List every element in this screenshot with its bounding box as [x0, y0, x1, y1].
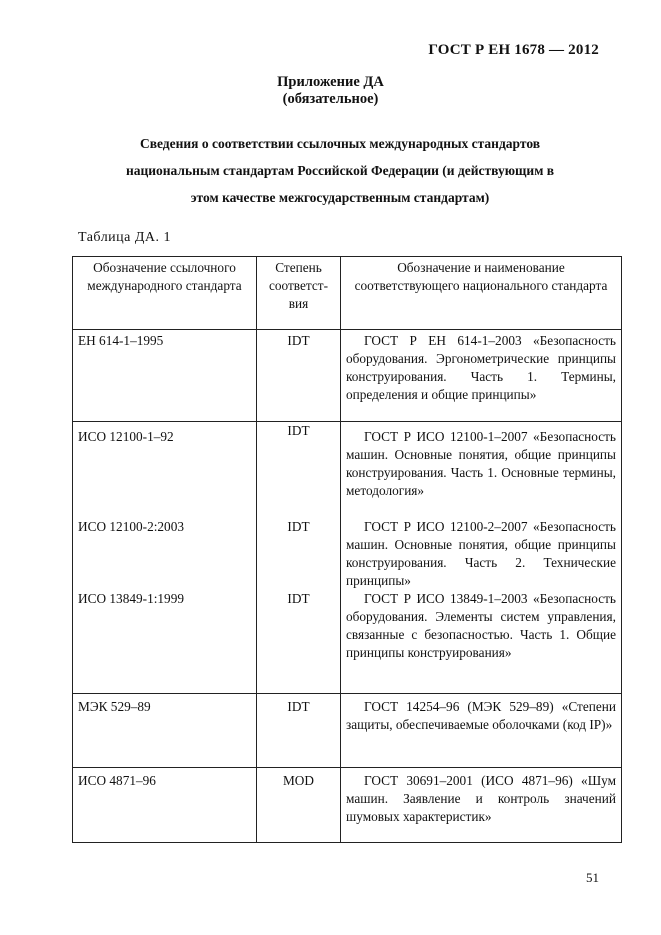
cell-ref: ИСО 13849-1:1999	[73, 590, 257, 694]
table-row	[73, 694, 622, 768]
table-row	[73, 330, 622, 422]
table-label: Таблица ДА. 1	[78, 230, 172, 245]
header-ref-standard: Обозначение ссылочного международного стандарта	[73, 257, 257, 330]
cell-degree: IDT	[257, 590, 341, 694]
cell-national: ГОСТ Р ИСО 13849-1–2003 «Безопасность оборудования. Элементы систем управления, связанные с безопасностью. Часть 1. Общие принципы конструирования»	[341, 590, 622, 694]
document-code: ГОСТ Р ЕН 1678 — 2012	[428, 42, 599, 58]
cell-national: ГОСТ Р ИСО 12100-2–2007 «Безопасность машин. Основные понятия, общие принципы конструирования. Часть 2. Технические принципы»	[341, 518, 622, 590]
cell-national: ГОСТ Р ИСО 12100-1–2007 «Безопасность машин. Основные понятия, общие принципы конструирования. Часть 1. Основные термины, методология»	[341, 422, 622, 518]
cell-ref: ИСО 12100-1–92	[73, 422, 257, 518]
caption-line: этом качестве межгосударственным стандартам)	[190, 190, 490, 205]
caption-line: национальным стандартам Российской Федерации (и действующим в	[125, 163, 555, 178]
page-number: 51	[586, 870, 599, 885]
cell-degree: IDT	[257, 518, 341, 590]
cell-degree: MOD	[257, 768, 341, 843]
cell-national: ГОСТ 30691–2001 (ИСО 4871–96) «Шум машин. Заявление и контроль значений шумовых характеристик»	[341, 768, 622, 843]
cell-national: ГОСТ Р ЕН 614-1–2003 «Безопасность оборудования. Эргонометрические принципы конструирования. Часть 1. Термины, определения и общие принципы»	[341, 330, 622, 422]
cell-ref: ИСО 12100-2:2003	[73, 518, 257, 590]
cell-degree: IDT	[257, 694, 341, 768]
header-degree: Степень соответст-вия	[257, 257, 341, 330]
cell-national: ГОСТ 14254–96 (МЭК 529–89) «Степени защиты, обеспечиваемые оболочками (код IP)»	[341, 694, 622, 768]
caption-line: Сведения о соответствии ссылочных международных стандартов	[139, 136, 541, 151]
appendix-heading	[0, 74, 661, 108]
appendix-subtitle: (обязательное)	[282, 91, 379, 107]
appendix-caption	[60, 130, 620, 211]
header-national-standard: Обозначение и наименование соответствующего национального стандарта	[341, 257, 622, 330]
table-row	[73, 590, 622, 694]
cell-ref: ИСО 4871–96	[73, 768, 257, 843]
cell-degree: IDT	[257, 330, 341, 422]
cell-degree: IDT	[257, 422, 341, 518]
appendix-title: Приложение ДА	[277, 74, 384, 90]
cell-ref: МЭК 529–89	[73, 694, 257, 768]
correspondence-table	[72, 256, 622, 843]
table-header-row	[73, 257, 622, 330]
table-row	[73, 768, 622, 843]
table-row	[73, 518, 622, 590]
table-row	[73, 422, 622, 518]
cell-ref: ЕН 614-1–1995	[73, 330, 257, 422]
